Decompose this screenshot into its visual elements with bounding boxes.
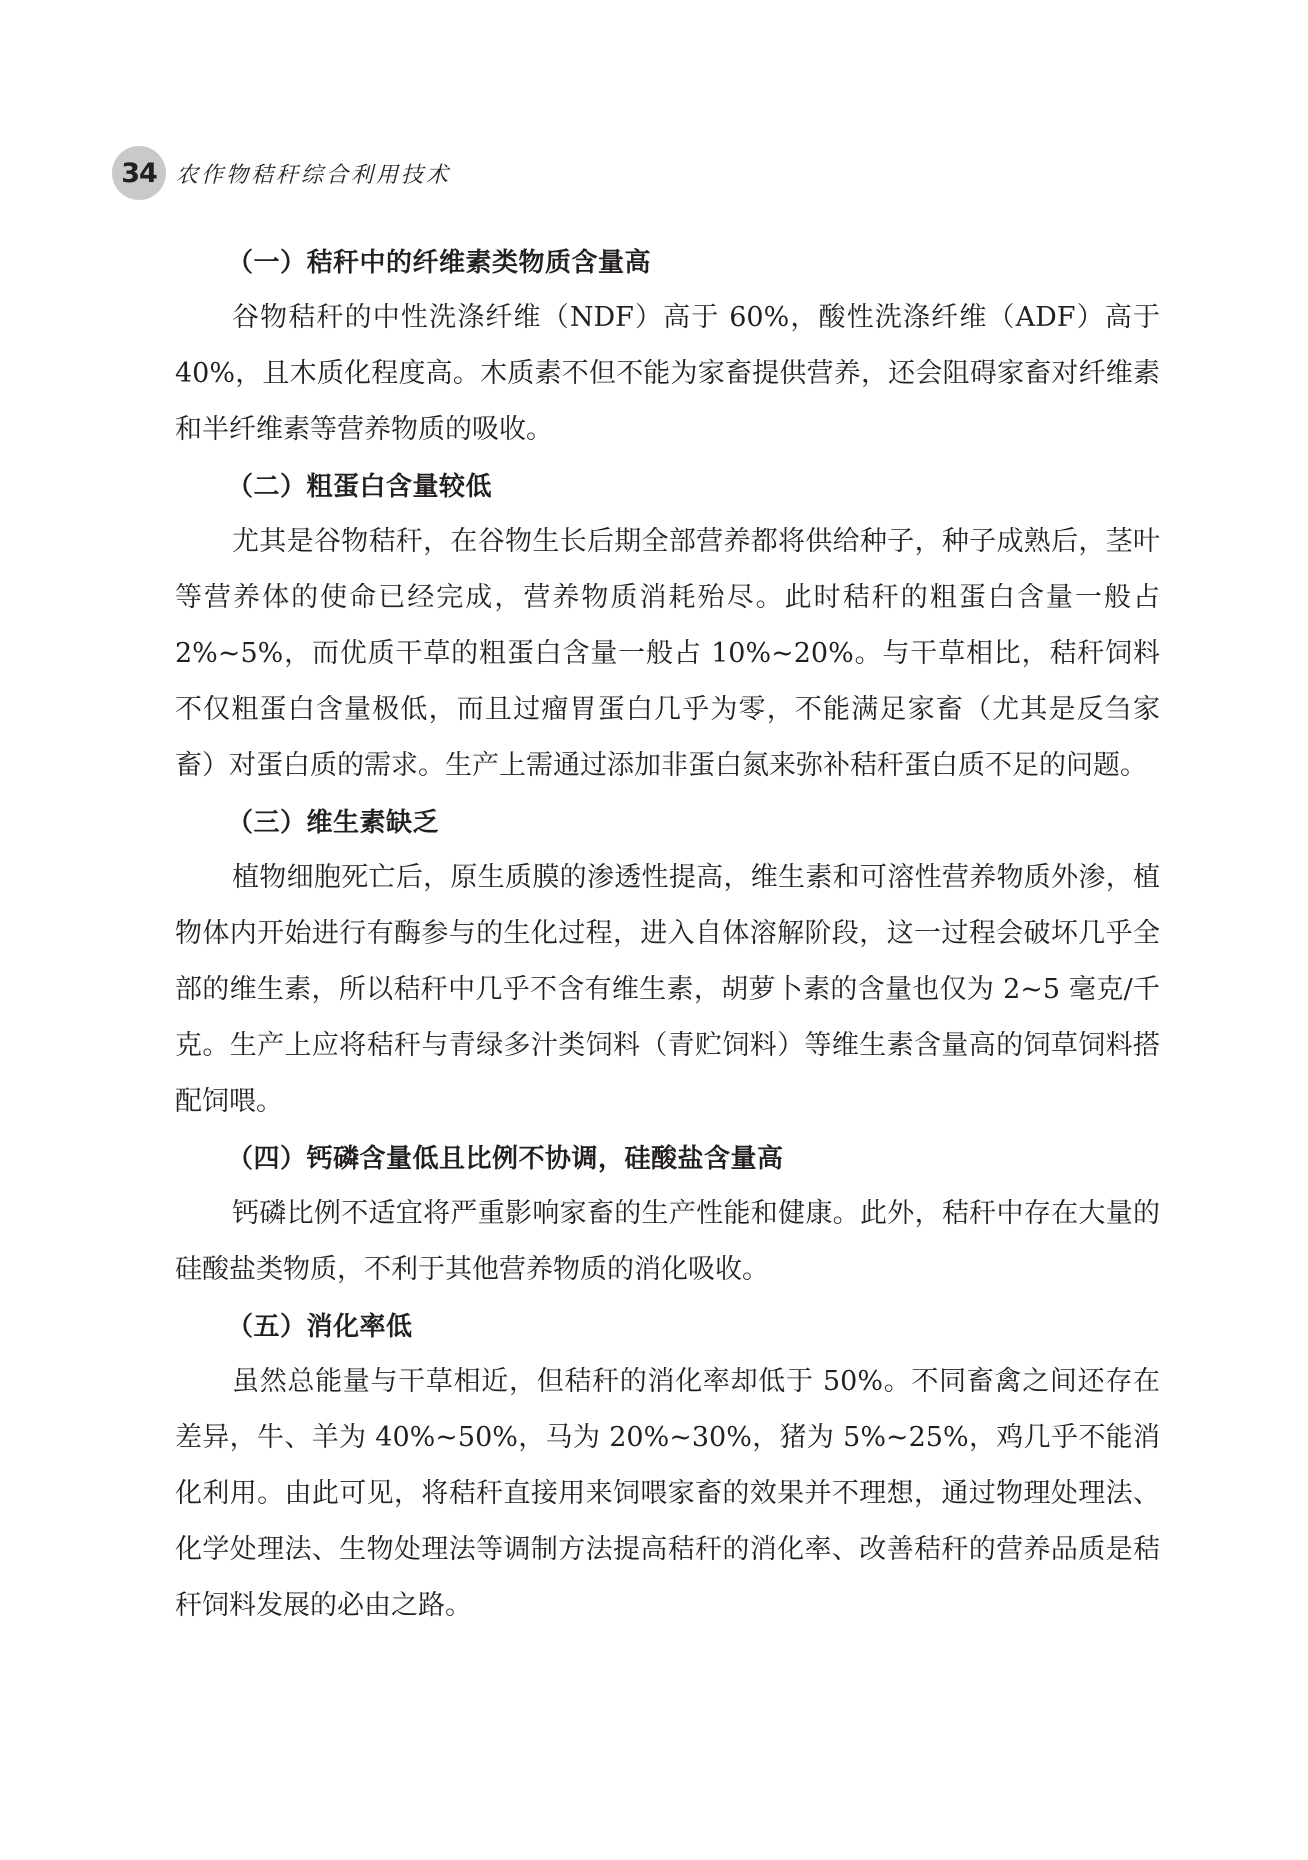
- page-number: 34: [112, 146, 166, 200]
- section-protein: [175, 460, 1160, 794]
- section-heading: （二）粗蛋白含量较低: [227, 472, 493, 502]
- section-paragraph: 钙磷比例不适宜将严重影响家畜的生产性能和健康。此外，秸秆中存在大量的硅酸盐类物质，不利于其他营养物质的消化吸收。: [175, 1198, 1160, 1285]
- section-heading: （四）钙磷含量低且比例不协调，硅酸盐含量高: [227, 1144, 784, 1174]
- section-paragraph: 尤其是谷物秸秆，在谷物生长后期全部营养都将供给种子，种子成熟后，茎叶等营养体的使命已经完成，营养物质消耗殆尽。此时秸秆的粗蛋白含量一般占 2%~5%，而优质干草的粗蛋白含量一般占 10%~20%。与干草相比，秸秆饲料不仅粗蛋白含量极低，而且过瘤胃蛋白几乎为零，不能满足家畜（尤其是反刍家畜）对蛋白质的需求。生产上需通过添加非蛋白氮来弥补秸秆蛋白质不足的问题。: [175, 526, 1160, 781]
- section-vitamin: [175, 796, 1160, 1130]
- section-calcium-phosphorus: [175, 1132, 1160, 1298]
- section-heading: （五）消化率低: [227, 1312, 413, 1342]
- page-header: [112, 146, 451, 200]
- page-content: [175, 236, 1160, 1636]
- section-fiber: [175, 236, 1160, 458]
- section-digestibility: [175, 1300, 1160, 1634]
- section-heading: （一）秸秆中的纤维素类物质含量高: [227, 248, 652, 278]
- section-heading: （三）维生素缺乏: [227, 808, 440, 838]
- book-title: 农作物秸秆综合利用技术: [176, 162, 452, 188]
- section-paragraph: 植物细胞死亡后，原生质膜的渗透性提高，维生素和可溶性营养物质外渗，植物体内开始进行有酶参与的生化过程，进入自体溶解阶段，这一过程会破坏几乎全部的维生素，所以秸秆中几乎不含有维生素，胡萝卜素的含量也仅为 2~5 毫克/千克。生产上应将秸秆与青绿多汁类饲料（青贮饲料）等维生素含量高的饲草饲料搭配饲喂。: [175, 862, 1160, 1117]
- section-paragraph: 虽然总能量与干草相近，但秸秆的消化率却低于 50%。不同畜禽之间还存在差异，牛、羊为 40%~50%，马为 20%~30%，猪为 5%~25%，鸡几乎不能消化利用。由此可见，将秸秆直接用来饲喂家畜的效果并不理想，通过物理处理法、化学处理法、生物处理法等调制方法提高秸秆的消化率、改善秸秆的营养品质是秸秆饲料发展的必由之路。: [175, 1366, 1160, 1621]
- section-paragraph: 谷物秸秆的中性洗涤纤维（NDF）高于 60%，酸性洗涤纤维（ADF）高于 40%，且木质化程度高。木质素不但不能为家畜提供营养，还会阻碍家畜对纤维素和半纤维素等营养物质的吸收。: [175, 302, 1160, 445]
